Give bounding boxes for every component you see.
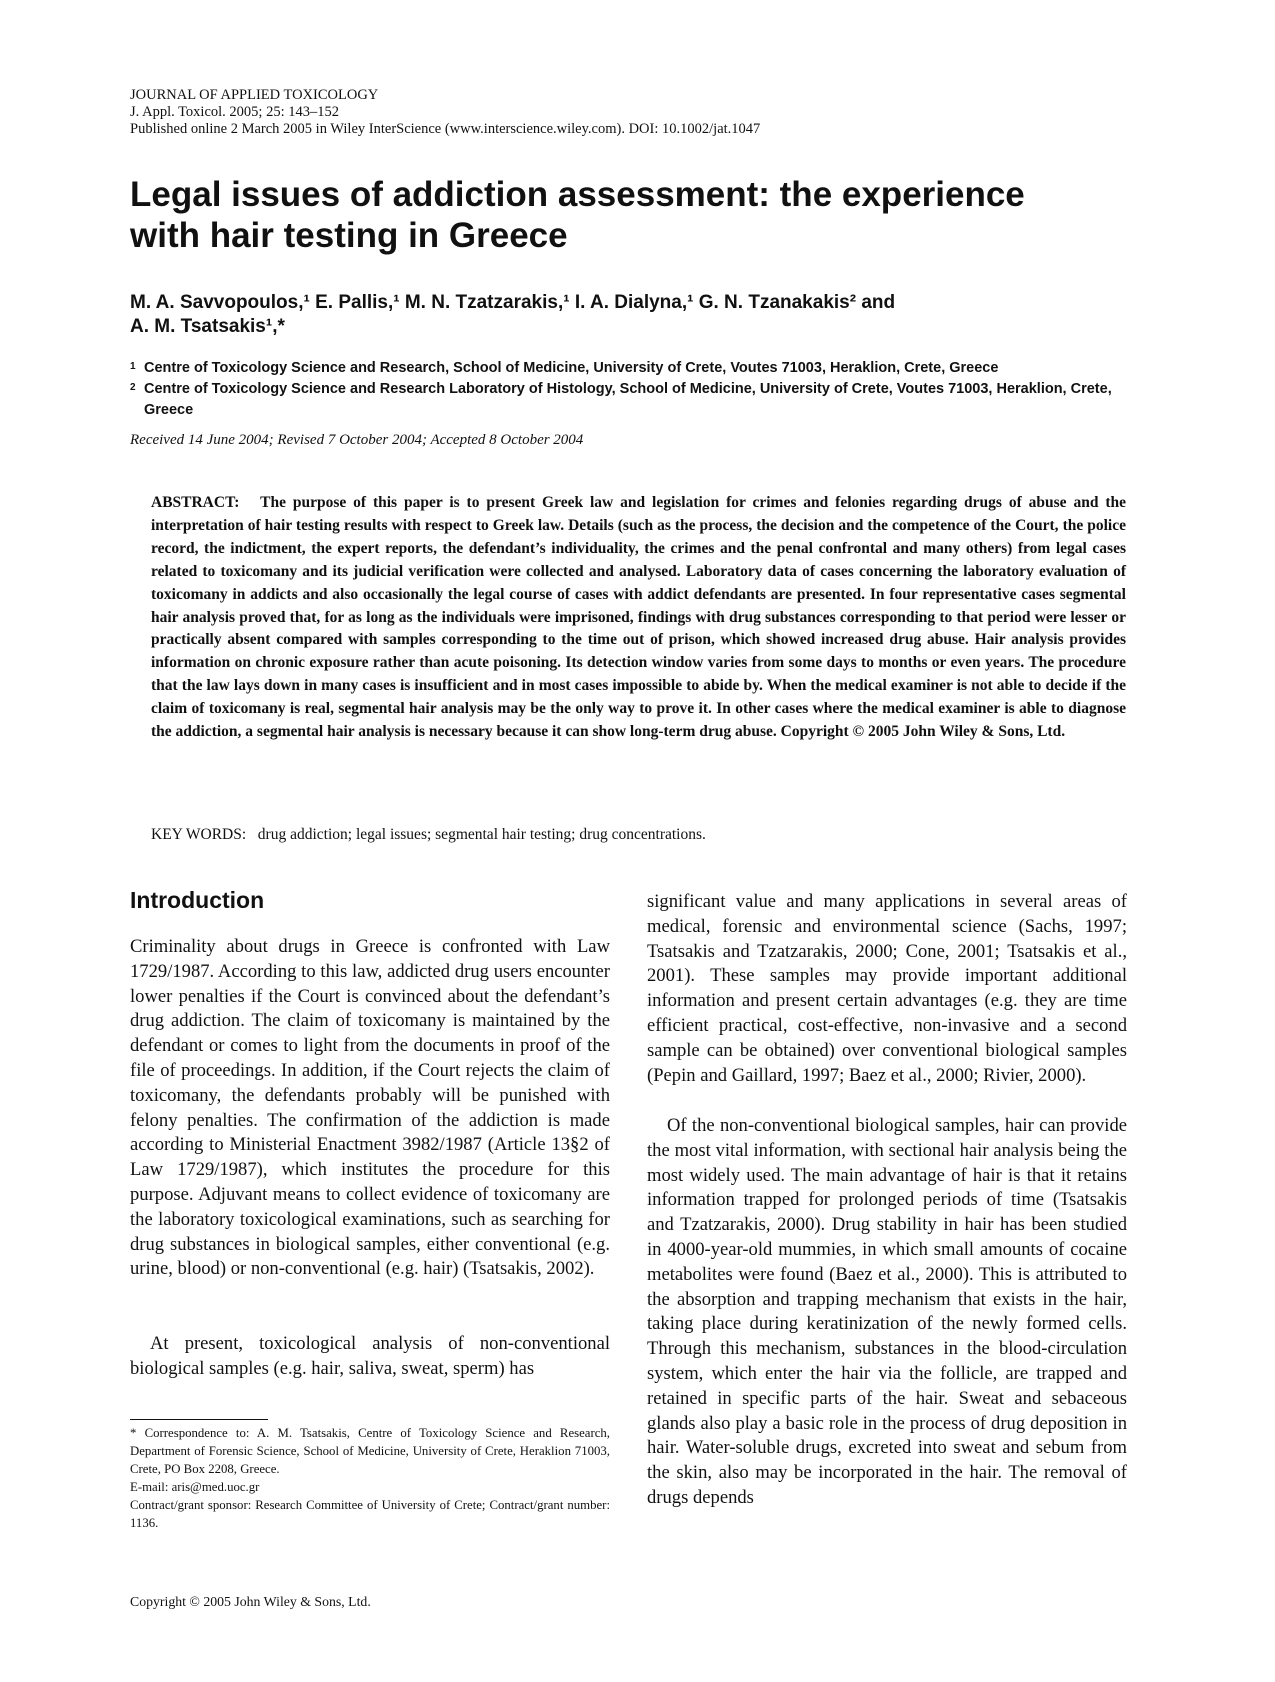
authors-line-1: M. A. Savvopoulos,¹ E. Pallis,¹ M. N. Tzatzarakis,¹ I. A. Dialyna,¹ G. N. Tzanakakis² and — [130, 292, 896, 313]
keywords-label: KEY WORDS: — [151, 826, 247, 843]
journal-citation: J. Appl. Toxicol. 2005; 25: 143–152 — [130, 104, 339, 120]
affiliations — [130, 358, 1150, 421]
footer-copyright: Copyright © 2005 John Wiley & Sons, Ltd. — [130, 1594, 371, 1609]
keywords-text: drug addiction; legal issues; segmental hair testing; drug concentrations. — [257, 826, 706, 843]
abstract-text: The purpose of this paper is to present Greek law and legislation for crimes and felonies regarding drugs of abuse and the interpretation of hair testing results with respect to Greek law. Details (such as the process, the decision and the competence of the Court, the police record, the indictment, the expert reports, the defendant’s individuality, the crimes and the penal confrontal and many others) from legal cases related to toxicomany and its judicial verification were collected and analysed. Laboratory data of cases concerning the laboratory evaluation of toxicomany in addicts and also occasionally the legal course of cases with addict defendants are presented. In four representative cases segmental hair analysis proved that, for as long as the individuals were imprisoned, findings with drug substances corresponding to that period were lesser or practically absent compared with samples corresponding to the time out of prison, which showed increased drug abuse. Hair analysis provides information on chronic exposure rather than acute poisoning. Its detection window varies from some days to months or even years. The procedure that the law lays down in many cases is insufficient and in most cases impossible to abide by. When the medical examiner is not able to decide if the claim of toxicomany is real, segmental hair analysis may be the only way to prove it. In other cases where the medical examiner is able to diagnose the addiction, a segmental hair analysis is necessary because it can show long-term drug abuse. Copyright © 2005 John Wiley & Sons, Ltd. — [151, 494, 1126, 741]
article-title — [130, 174, 1150, 256]
affiliation-2 — [130, 379, 1150, 421]
affiliation-mark: 1 — [130, 361, 136, 372]
email-note: E-mail: aris@med.uoc.gr — [130, 1480, 260, 1494]
affiliation-1 — [130, 358, 1150, 379]
affiliation-text: Centre of Toxicology Science and Research, School of Medicine, University of Crete, Voutes 71003, Heraklion, Crete, Greece — [144, 360, 999, 376]
article-dates: Received 14 June 2004; Revised 7 October 2004; Accepted 8 October 2004 — [130, 432, 584, 448]
intro-paragraph-4: Of the non-conventional biological samples, hair can provide the most vital information, with sectional hair analysis being the most widely used. The main advantage of hair is that it retains information trapped for prolonged periods of time (Tsatsakis and Tzatzarakis, 2000). Drug stability in hair has been studied in 4000-year-old mummies, in which small amounts of cocaine metabolites were found (Baez et al., 2000). This is attributed to the absorption and trapping mechanism that exists in the hair, taking place during keratinization of the newly formed cells. Through this mechanism, substances in the blood-circulation system, which enter the hair via the follicle, are trapped and retained in specific parts of the hair. Sweat and sebaceous glands also play a basic role in the process of drug deposition in hair. Water-soluble drugs, excreted into sweat and sebum from the skin, also may be incorporated in the hair. The removal of drugs depends — [647, 1115, 1127, 1508]
affiliation-mark: 2 — [130, 382, 136, 393]
intro-paragraph-3: significant value and many applications in several areas of medical, forensic and environmental science (Sachs, 1997; Tsatsakis and Tzatzarakis, 2000; Cone, 2001; Tsatsakis et al., 2001). These samples may provide important additional information and present certain advantages (e.g. they are time efficient practical, cost-effective, non-invasive and a second sample can be obtained) over conventional biological samples (Pepin and Gaillard, 1997; Baez et al., 2000; Rivier, 2000). — [647, 891, 1127, 1086]
authors-line-2: A. M. Tsatsakis¹,* — [130, 316, 285, 337]
title-line-2: with hair testing in Greece — [130, 216, 568, 255]
section-heading-introduction: Introduction — [130, 887, 265, 913]
keywords — [151, 826, 1126, 844]
abstract-label: ABSTRACT: — [151, 494, 240, 511]
abstract — [151, 492, 1126, 744]
footnote-divider — [130, 1419, 268, 1420]
intro-paragraph-1: Criminality about drugs in Greece is confronted with Law 1729/1987. According to this law, addicted drug users encounter lower penalties if the Court is convinced about the defendant’s drug addiction. The claim of toxicomany is maintained by the defendant or comes to light from the documents in proof of the file of proceedings. In addition, if the Court rejects the claim of toxicomany, the defendants probably will be punished with felony penalties. The confirmation of the addiction is made according to Ministerial Enactment 3982/1987 (Article 13§2 of Law 1729/1987), which institutes the procedure for this purpose. Adjuvant means to collect evidence of toxicomany are the laboratory toxicological examinations, such as searching for drug substances in biological samples, either conventional (e.g. urine, blood) or non-conventional (e.g. hair) (Tsatsakis, 2002). — [130, 936, 610, 1280]
journal-name: JOURNAL OF APPLIED TOXICOLOGY — [130, 87, 379, 103]
affiliation-text: Centre of Toxicology Science and Research Laboratory of Histology, School of Medicine, University of Crete, Voutes 71003, Heraklion, Crete, Greece — [144, 381, 1112, 418]
author-list — [130, 291, 1150, 339]
title-line-1: Legal issues of addiction assessment: the experience — [130, 175, 1025, 214]
footnotes — [130, 1424, 610, 1532]
journal-header — [130, 87, 1150, 138]
correspondence-note: * Correspondence to: A. M. Tsatsakis, Centre of Toxicology Science and Research, Department of Forensic Science, School of Medicine, University of Crete, Heraklion 71003, Crete, PO Box 2208, Greece. — [130, 1426, 610, 1476]
intro-paragraph-2: At present, toxicological analysis of non-conventional biological samples (e.g. hair, saliva, sweat, sperm) has — [130, 1333, 610, 1379]
grant-note: Contract/grant sponsor: Research Committee of University of Crete; Contract/grant number: 1136. — [130, 1498, 610, 1530]
publication-info: Published online 2 March 2005 in Wiley InterScience (www.interscience.wiley.com). DOI: 10.1002/jat.1047 — [130, 121, 761, 137]
